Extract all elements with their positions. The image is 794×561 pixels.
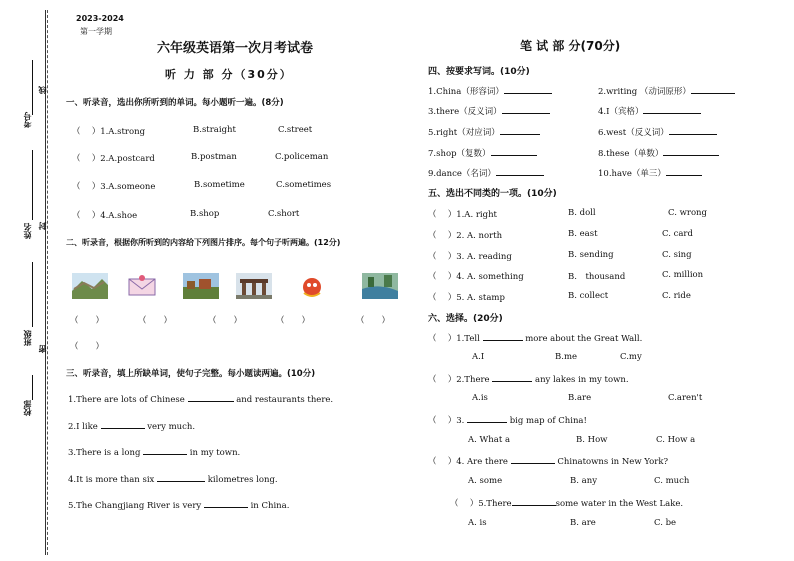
s6-q4-c: C. much (654, 476, 690, 486)
seal-mark-1: 线 (38, 86, 47, 94)
school-label: 校部 (23, 400, 32, 416)
s4-q3-blank[interactable] (502, 105, 550, 114)
picture-great-wall (72, 273, 108, 299)
s6-q4-blank[interactable] (511, 455, 555, 464)
s4-q1 (428, 85, 552, 97)
s5-q2-a: （ ）2. A. north (428, 231, 503, 241)
s6-q1-a: A.I (472, 352, 485, 362)
section6-heading: 六、选择。(20分) (428, 314, 503, 324)
written-part-title: 笔 试 部 分(70分) (520, 39, 621, 53)
s5-q4-a: （ ）4. A. something (428, 272, 524, 282)
s3-q1-pre: 1.There are lots of Chinese (68, 395, 185, 405)
s4-q4-prompt: 4.I（宾格） (598, 107, 644, 117)
s2-bracket-4[interactable]: （ ） (276, 316, 311, 326)
s1-q4-c: C.short (268, 209, 300, 219)
s6-q4-a: A. some (468, 476, 503, 486)
s6-q1-blank[interactable] (483, 332, 523, 341)
s3-q2 (68, 420, 195, 432)
s4-q8-blank[interactable] (663, 147, 719, 156)
s2-bracket-2[interactable]: （ ） (138, 316, 173, 326)
s6-q5 (450, 497, 683, 509)
s5-q1-c: C. wrong (668, 208, 707, 218)
s1-q2-b: B.postman (191, 152, 237, 162)
s6-q3-blank[interactable] (467, 414, 507, 423)
s4-q8 (598, 147, 719, 159)
s3-q3-blank[interactable] (143, 446, 187, 455)
school-field[interactable] (32, 375, 33, 400)
section3-heading: 三、听录音，填上所缺单词，使句子完整。每小题读两遍。(10分) (66, 369, 316, 379)
s3-q2-blank[interactable] (101, 420, 145, 429)
s6-q2-blank[interactable] (492, 373, 532, 382)
exam-no-field[interactable] (32, 60, 33, 115)
s6-q3-post: big map of China! (509, 416, 587, 426)
term: 第一学期 (80, 27, 112, 36)
s3-q3-pre: 3.There is a long (68, 448, 141, 458)
s4-q3 (428, 105, 550, 117)
s4-q5-prompt: 5.right（对应词） (428, 128, 500, 138)
s6-q5-a: A. is (468, 518, 487, 528)
s3-q3-post: in my town. (189, 448, 241, 458)
s6-q2-b: B.are (568, 393, 592, 403)
s4-q6 (598, 126, 717, 138)
s4-q5-blank[interactable] (500, 126, 540, 135)
s5-q1-b: B. doll (568, 208, 596, 218)
s2-bracket-3[interactable]: （ ） (208, 316, 243, 326)
s4-q3-prompt: 3.there（反义词） (428, 107, 502, 117)
s6-q2-pre: （ ）2.There (428, 375, 490, 385)
name-field[interactable] (32, 150, 33, 220)
s6-q1 (428, 332, 642, 344)
s5-q3-a: （ ）3. A. reading (428, 252, 512, 262)
s2-bracket-6[interactable]: （ ） (70, 342, 105, 352)
s5-q3-c: C. sing (662, 250, 692, 260)
picture-river (362, 273, 398, 299)
s5-q5-c: C. ride (662, 291, 691, 301)
s3-q5-blank[interactable] (204, 499, 248, 508)
section5-heading: 五、选出不同类的一项。(10分) (428, 189, 557, 199)
s5-q2-b: B. east (568, 229, 598, 239)
picture-dragon-dance (296, 273, 332, 299)
picture-gate (236, 273, 272, 299)
name-label: 姓名 (23, 223, 32, 239)
s4-q7 (428, 147, 537, 159)
seal-mark-3: 密 (38, 345, 47, 353)
s6-q1-c: C.my (620, 352, 642, 362)
s6-q5-post: some water in the West Lake. (555, 499, 684, 509)
s3-q5-pre: 5.The Changjiang River is very (68, 501, 202, 511)
s6-q4 (428, 455, 668, 467)
s5-q2-c: C. card (662, 229, 693, 239)
s2-bracket-1[interactable]: （ ） (70, 316, 105, 326)
s4-q6-blank[interactable] (669, 126, 717, 135)
s6-q4-post: Chinatowns in New York? (557, 457, 669, 467)
section2-heading: 二、听录音，根据你所听到的内容给下列图片排序。每个句子听两遍。(12分) (66, 238, 341, 247)
s6-q3-b: B. How (576, 435, 608, 445)
s6-q1-post: more about the Great Wall. (525, 334, 643, 344)
seal-mark-2: 封 (38, 222, 47, 230)
s2-bracket-5[interactable]: （ ） (356, 316, 391, 326)
s5-q4-c: C. million (662, 270, 704, 280)
s4-q4-blank[interactable] (643, 105, 701, 114)
s5-q5-b: B. collect (568, 291, 609, 301)
class-field[interactable] (32, 262, 33, 327)
s6-q3-c: C. How a (656, 435, 696, 445)
picture-envelope (124, 273, 160, 299)
s3-q2-pre: 2.I like (68, 422, 98, 432)
s6-q4-b: B. any (570, 476, 597, 486)
s6-q1-pre: （ ）1.Tell (428, 334, 480, 344)
s4-q1-prompt: 1.China（形容词） (428, 87, 504, 97)
s6-q3-pre: （ ）3. (428, 416, 465, 426)
s1-q3-b: B.sometime (194, 180, 245, 190)
s1-q2: （ ）2.A.postcard (72, 154, 155, 164)
s6-q3-a: A. What a (468, 435, 511, 445)
s5-q3-b: B. sending (568, 250, 614, 260)
section4-heading: 四、按要求写词。(10分) (428, 67, 530, 77)
s5-q4-b: B. thousand (568, 272, 626, 282)
s3-q4 (68, 473, 278, 485)
s1-q3: （ ）3.A.someone (72, 182, 156, 192)
s6-q1-b: B.me (555, 352, 578, 362)
s4-q5 (428, 126, 540, 138)
s6-q5-blank[interactable] (512, 497, 556, 506)
s3-q5 (68, 499, 289, 511)
s4-q10-blank[interactable] (666, 167, 702, 176)
s4-q7-blank[interactable] (491, 147, 537, 156)
s4-q2-prompt: 2.writing （动词原形） (598, 87, 691, 97)
s1-q2-c: C.policeman (275, 152, 329, 162)
s3-q4-pre: 4.It is more than six (68, 475, 155, 485)
s6-q2-a: A.is (472, 393, 488, 403)
s4-q6-prompt: 6.west（反义词） (598, 128, 669, 138)
s6-q4-pre: （ ）4. Are there (428, 457, 508, 467)
s4-q10-prompt: 10.have（单三） (598, 169, 666, 179)
s4-q7-prompt: 7.shop（复数） (428, 149, 491, 159)
exam-no-label: 考号 (23, 112, 32, 128)
s5-q1-a: （ ）1.A. right (428, 210, 497, 220)
listening-part-title: 听 力 部 分（30分） (165, 68, 293, 81)
s6-q5-pre: （ ）5.There (450, 499, 512, 509)
s1-q1-b: B.straight (193, 125, 236, 135)
s4-q8-prompt: 8.these（单数） (598, 149, 664, 159)
s4-q4 (598, 105, 701, 117)
s6-q5-c: C. be (654, 518, 677, 528)
s4-q2 (598, 85, 735, 97)
picture-landscape (183, 273, 219, 299)
s6-q3 (428, 414, 587, 426)
class-label: 班级 (23, 330, 32, 346)
s6-q5-b: B. are (570, 518, 596, 528)
s3-q5-post: in China. (250, 501, 290, 511)
s1-q1-c: C.street (278, 125, 313, 135)
s3-q1-post: and restaurants there. (236, 395, 334, 405)
s6-q2 (428, 373, 629, 385)
s3-q2-post: very much. (147, 422, 196, 432)
s3-q1-blank[interactable] (188, 393, 234, 402)
s3-q3 (68, 446, 240, 458)
s5-q5-a: （ ）5. A. stamp (428, 293, 505, 303)
s1-q3-c: C.sometimes (276, 180, 332, 190)
s3-q4-post: kilometres long. (207, 475, 278, 485)
s6-q2-c: C.aren't (668, 393, 703, 403)
s4-q2-blank[interactable] (691, 85, 735, 94)
s4-q9-prompt: 9.dance（名词） (428, 169, 496, 179)
s4-q9 (428, 167, 544, 179)
s4-q9-blank[interactable] (496, 167, 544, 176)
section1-heading: 一、听录音，选出你所听到的单词。每小题听一遍。(8分) (66, 98, 284, 108)
s1-q4: （ ）4.A.shoe (72, 211, 138, 221)
s6-q2-post: any lakes in my town. (535, 375, 629, 385)
page-title: 六年级英语第一次月考试卷 (157, 41, 314, 56)
s1-q4-b: B.shop (190, 209, 220, 219)
s3-q1 (68, 393, 333, 405)
s4-q10 (598, 167, 702, 179)
school-year: 2023-2024 (76, 14, 124, 23)
s3-q4-blank[interactable] (157, 473, 205, 482)
s4-q1-blank[interactable] (504, 85, 552, 94)
s1-q1: （ ）1.A.strong (72, 127, 146, 137)
